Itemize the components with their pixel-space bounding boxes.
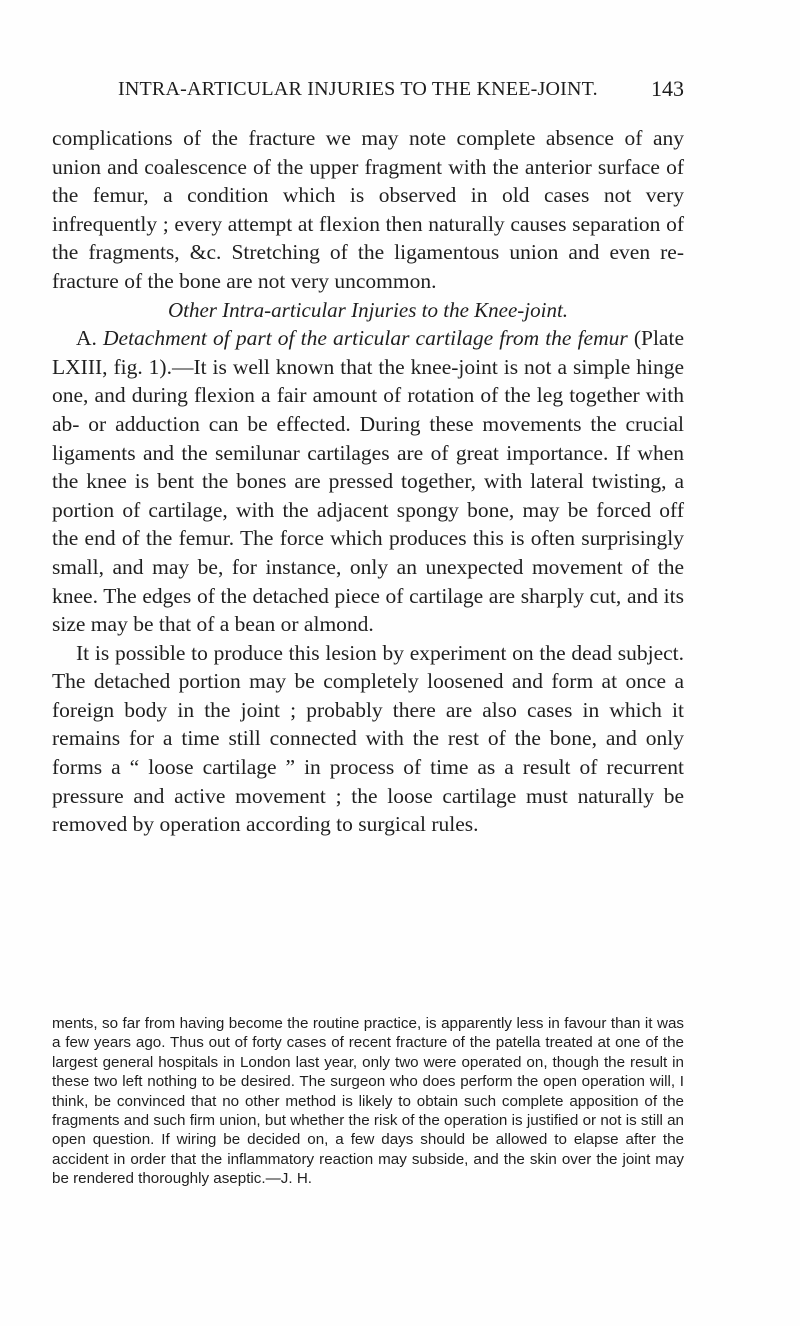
section-heading: Other Intra-articular Injuries to the Knee-joint. [167, 297, 569, 322]
paragraph-continuation: complications of the fracture we may note complete absence of any union and coalescence of the upper fragment with the anterior surface of the femur, a condition which is observed in old cases not very infrequently ; every attempt at flexion then naturally causes separation of the fragments, &c. Stretching of the ligamentous union and even re-fracture of the bone are not very uncommon. [52, 126, 684, 293]
paragraph-experiment: It is possible to produce this lesion by experiment on the dead subject. The detached portion may be completely loosened and form at once a foreign body in the joint ; probably there are also cases in which it remains for a time still connected with the rest of the bone, and only forms a “ loose cartilage ” in process of time as a result of recurrent pressure and active movement ; the loose cartilage must naturally be removed by operation according to surgical rules. [52, 640, 684, 837]
paragraph-label: A. [76, 326, 97, 351]
page-number: 143 [651, 76, 684, 101]
main-text [52, 124, 684, 839]
page-header [118, 78, 684, 112]
paragraph-italic-title: Detachment of part of the articular cartilage from the femur [103, 326, 628, 351]
footnote [52, 1014, 684, 1189]
paragraph-detachment [52, 324, 684, 639]
footnote-text: ments, so far from having become the routine practice, is apparently less in favour than it was a few years ago. Thus out of forty cases of recent fracture of the patella treated at one of the largest general hospitals in London last year, only two were operated on, though the result in these two left nothing to be desired. The surgeon who does perform the open operation will, I think, be convinced that no other method is likely to obtain such complete apposition of the fragments and such firm union, but whether the risk of the operation is justified or not is still an open question. If wiring be decided on, a few days should be allowed to elapse after the accident in order that the inflammatory reaction may subside, and the skin over the joint may be rendered thoroughly aseptic.—J. H. [52, 1015, 684, 1188]
paragraph-detachment-text: (Plate LXIII, fig. 1).—It is well known that the knee-joint is not a simple hinge one, and during flexion a fair amount of rotation of the leg together with ab- or adduction can be effected. During these movements the crucial ligaments and the semilunar cartilages are of great importance. If when the knee is bent the bones are pressed together, with lateral twisting, a portion of cartilage, with the adjacent spongy bone, may be forced off the end of the femur. The force which produces this is often surprisingly small, and may be, for instance, only an unexpected movement of the knee. The edges of the detached piece of cartilage are sharply cut, and its size may be that of a bean or almond. [52, 326, 684, 637]
running-head: INTRA-ARTICULAR INJURIES TO THE KNEE-JOINT. [118, 78, 598, 100]
